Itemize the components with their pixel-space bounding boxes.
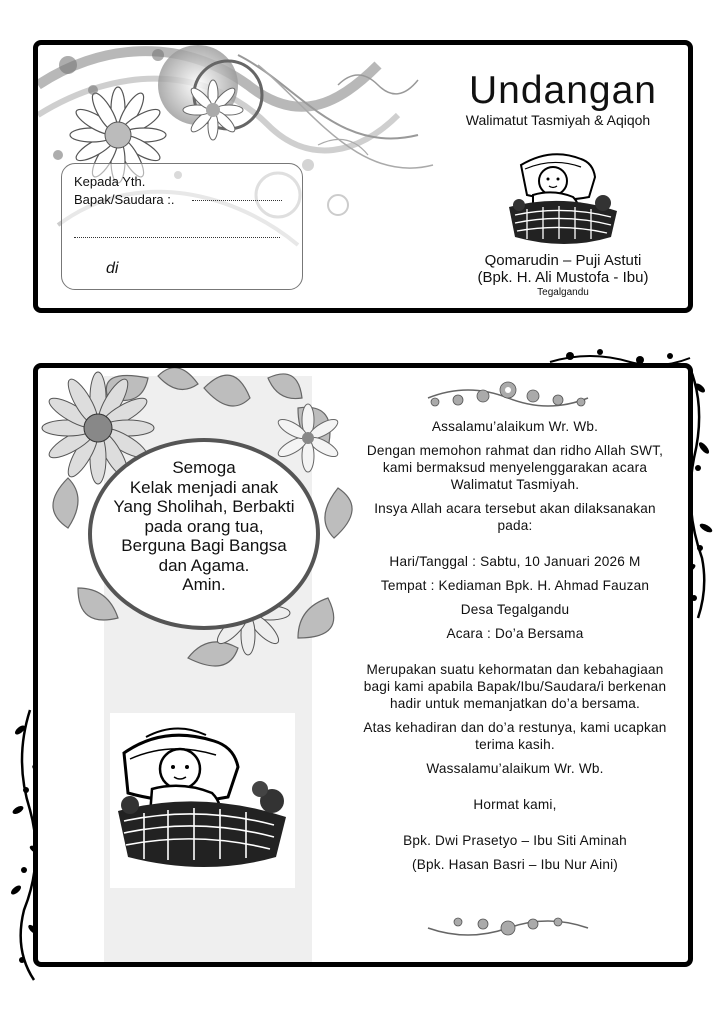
event-village: Desa Tegalgandu bbox=[460, 602, 570, 617]
wish-line: Semoga bbox=[172, 458, 236, 477]
invitation-card bbox=[33, 363, 693, 967]
location-label: di bbox=[106, 260, 119, 277]
wish-text bbox=[88, 458, 320, 595]
wish-line: pada orang tua, bbox=[144, 516, 264, 536]
baby-photo-frame bbox=[110, 713, 295, 888]
event-type: Acara : Do’a Bersama bbox=[446, 626, 584, 641]
address-box bbox=[61, 163, 303, 290]
regards: Hormat kami, bbox=[473, 797, 557, 812]
host-village: Tegalgandu bbox=[537, 287, 589, 298]
closing-greeting: Wassalamu’alaikum Wr. Wb. bbox=[426, 761, 604, 776]
floral-divider-top bbox=[423, 376, 593, 414]
invitation-title: Undangan bbox=[469, 69, 657, 112]
event-place: Tempat : Kediaman Bpk. H. Ahmad Fauzan bbox=[380, 578, 650, 593]
wish-line: dan Agama. bbox=[158, 555, 250, 575]
event-date: Hari/Tanggal : Sabtu, 10 Januari 2026 M bbox=[389, 554, 641, 569]
envelope-card bbox=[33, 40, 693, 313]
invitation-subtitle: Walimatut Tasmiyah & Aqiqoh bbox=[465, 112, 651, 128]
spacer bbox=[356, 784, 674, 796]
intro-paragraph: Dengan memohon rahmat dan ridho Allah SWT, kami bermaksud menyelenggarakan acara Walimatut Tasmiyah. bbox=[366, 443, 664, 492]
recipient-label: Kepada Yth. bbox=[74, 174, 146, 189]
baby-in-basket-illustration bbox=[110, 713, 295, 888]
wish-line: Yang Sholihah, Berbakti bbox=[113, 497, 295, 516]
recipient-extra-line bbox=[74, 237, 280, 238]
host-parents: (Bpk. H. Ali Mustofa - Ibu) bbox=[477, 269, 649, 286]
signer-secondary: (Bpk. Hasan Basri – Ibu Nur Aini) bbox=[411, 857, 619, 872]
signer-primary: Bpk. Dwi Prasetyo – Ibu Siti Aminah bbox=[403, 833, 627, 848]
spacer bbox=[356, 649, 674, 661]
schedule-intro: Insya Allah acara tersebut akan dilaksanakan pada: bbox=[374, 501, 656, 533]
spacer bbox=[356, 541, 674, 553]
honor-paragraph: Merupakan suatu kehormatan dan kebahagiaan bagi kami apabila Bapak/Ibu/Saudara/i berkenan hadir untuk memanjatkan do’a bersama. bbox=[363, 662, 667, 711]
greeting: Assalamu’alaikum Wr. Wb. bbox=[431, 419, 599, 434]
recipient-name-label: Bapak/Saudara :. bbox=[74, 192, 175, 207]
recipient-name-line bbox=[192, 200, 282, 201]
wish-line: Berguna Bagi Bangsa bbox=[121, 536, 287, 555]
wish-line: Amin. bbox=[182, 575, 226, 594]
spacer bbox=[356, 820, 674, 832]
thanks-paragraph: Atas kehadiran dan do’a restunya, kami ucapkan terima kasih. bbox=[363, 720, 667, 752]
wish-line: Kelak menjadi anak bbox=[129, 477, 279, 497]
baby-in-basket-illustration bbox=[503, 145, 623, 250]
invitation-letter bbox=[356, 418, 674, 880]
floral-divider-bottom bbox=[423, 916, 593, 946]
host-block bbox=[438, 252, 688, 299]
host-couple: Qomarudin – Puji Astuti bbox=[484, 252, 642, 269]
